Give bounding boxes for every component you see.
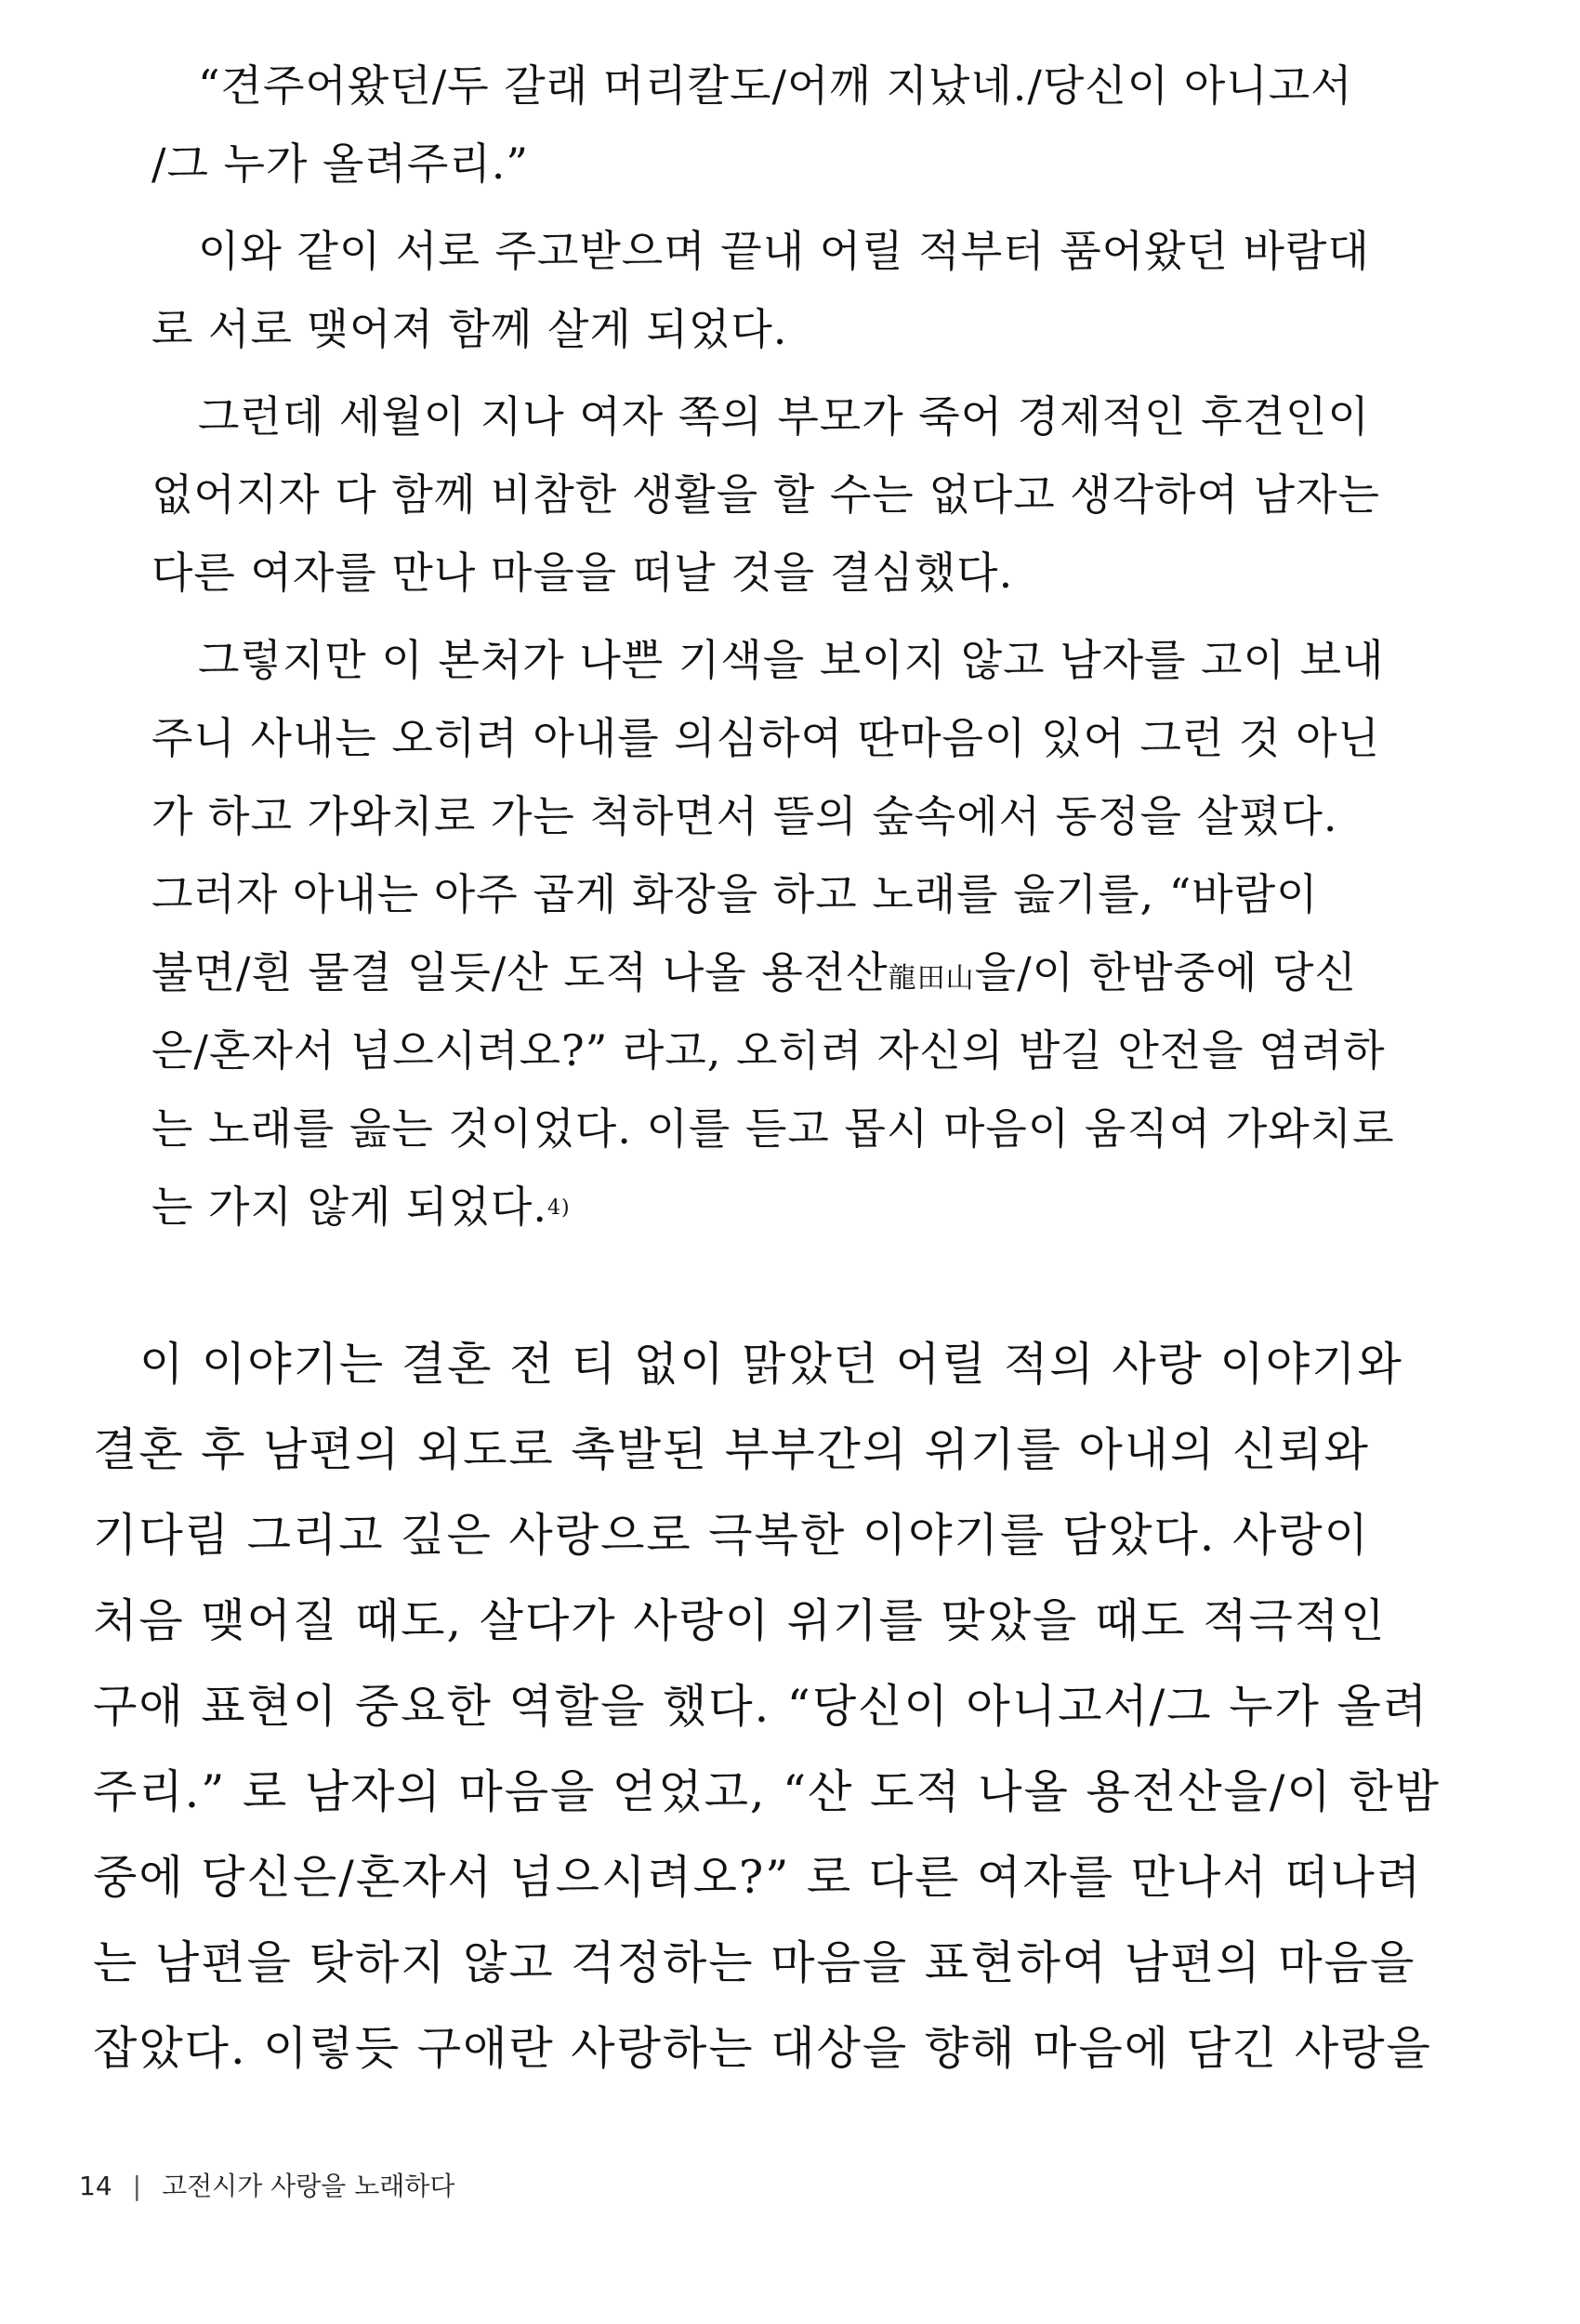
text-line: 그런데 세월이 지나 여자 쪽의 부모가 죽어 경제적인 후견인이 <box>198 391 1370 442</box>
footnote-marker: 4) <box>546 1196 571 1220</box>
text-line: 은/혼자서 넘으시려오?” 라고, 오히려 자신의 밤길 안전을 염려하 <box>151 1025 1386 1076</box>
text-line: 가 하고 가와치로 가는 척하면서 뜰의 숲속에서 동정을 살폈다. <box>151 791 1338 841</box>
page-number: 14 <box>79 2171 112 2201</box>
text-line: 로 서로 맺어져 함께 살게 되었다. <box>151 304 788 354</box>
text-line: 잡았다. 이렇듯 구애란 사랑하는 대상을 향해 마음에 담긴 사랑을 <box>93 2022 1432 2075</box>
text-segment: 는 가지 않게 되었다. <box>151 1182 547 1232</box>
text-line: /그 누가 올려주리.” <box>151 139 529 189</box>
hanja-annotation: 龍田山 <box>888 962 975 995</box>
text-line: 결혼 후 남편의 외도로 촉발된 부부간의 위기를 아내의 신뢰와 <box>93 1423 1370 1476</box>
text-line: “견주어왔던/두 갈래 머리칼도/어깨 지났네./당신이 아니고서 <box>198 60 1353 111</box>
text-line-last <box>151 1179 571 1236</box>
page-footer <box>79 2166 454 2203</box>
footer-separator: | <box>132 2171 142 2201</box>
text-line: 주니 사내는 오히려 아내를 의심하여 딴마음이 있어 그런 것 아닌 <box>151 713 1380 763</box>
text-line-with-hanja <box>151 944 1357 1007</box>
text-line: 없어지자 다 함께 비참한 생활을 할 수는 없다고 생각하여 남자는 <box>151 469 1380 520</box>
text-line: 기다림 그리고 깊은 사랑으로 극복한 이야기를 담았다. 사랑이 <box>93 1509 1370 1562</box>
text-line: 는 남편을 탓하지 않고 걱정하는 마음을 표현하여 남편의 마음을 <box>93 1936 1416 1989</box>
text-line: 중에 당신은/혼자서 넘으시려오?” 로 다른 여자를 만나서 떠나려 <box>93 1851 1423 1904</box>
running-title: 고전시가 사랑을 노래하다 <box>162 2171 455 2201</box>
text-line: 는 노래를 읊는 것이었다. 이를 듣고 몹시 마음이 움직여 가와치로 <box>151 1103 1395 1154</box>
text-line: 그렇지만 이 본처가 나쁜 기색을 보이지 않고 남자를 고이 보내 <box>198 635 1385 685</box>
text-line: 이 이야기는 결혼 전 티 없이 맑았던 어릴 적의 사랑 이야기와 <box>139 1338 1403 1391</box>
text-segment: 불면/흰 물결 일듯/산 도적 나올 용전산 <box>151 947 889 997</box>
text-line: 이와 같이 서로 주고받으며 끝내 어릴 적부터 품어왔던 바람대 <box>198 226 1370 276</box>
text-line: 처음 맺어질 때도, 살다가 사랑이 위기를 맞았을 때도 적극적인 <box>93 1594 1387 1647</box>
text-segment: 을/이 한밤중에 당신 <box>974 947 1357 997</box>
text-line: 다른 여자를 만나 마을을 떠날 것을 결심했다. <box>151 548 1014 598</box>
text-line: 구애 표현이 중요한 역할을 했다. “당신이 아니고서/그 누가 올려 <box>93 1680 1429 1733</box>
text-line: 그러자 아내는 아주 곱게 화장을 하고 노래를 읊기를, “바람이 <box>151 869 1319 919</box>
text-line: 주리.” 로 남자의 마음을 얻었고, “산 도적 나올 용전산을/이 한밤 <box>93 1765 1441 1818</box>
